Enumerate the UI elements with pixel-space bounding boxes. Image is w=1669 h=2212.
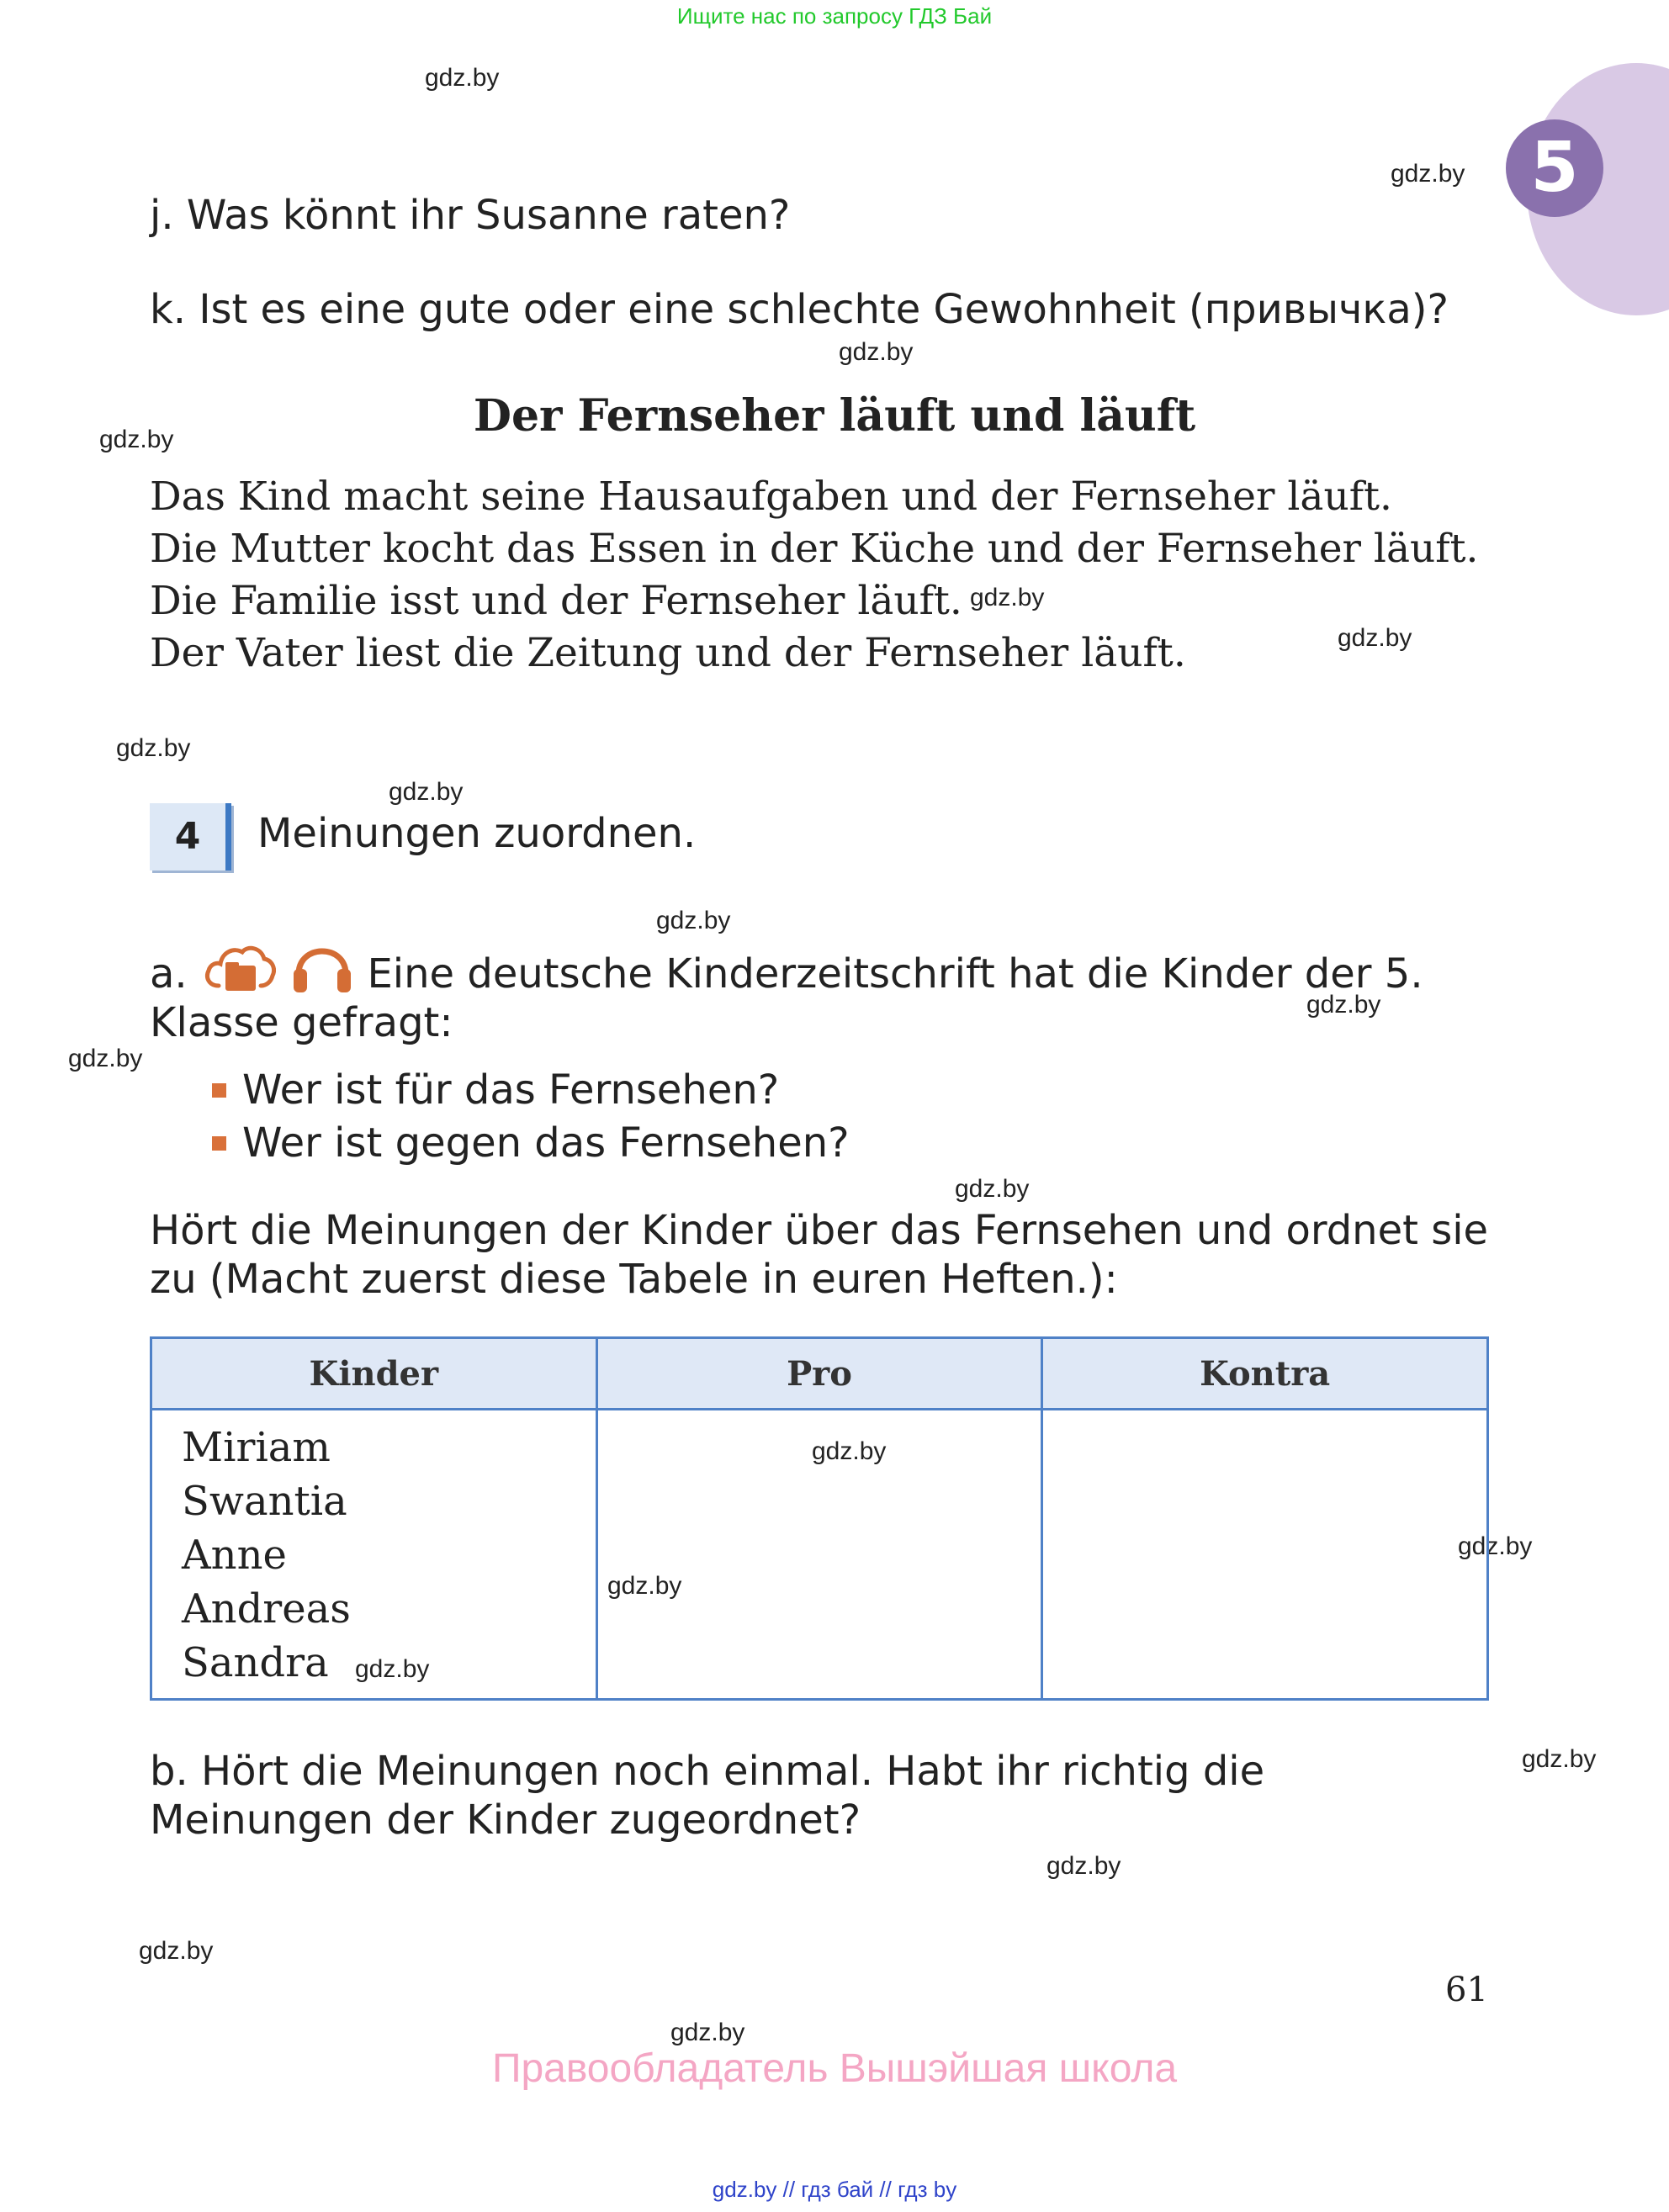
bullet-text: Wer ist für das Fernsehen? [242,1066,780,1114]
headphones-icon [290,935,354,996]
poem-line: Der Vater liest die Zeitung und der Fernseher läuft. [150,630,1186,676]
watermark: gdz.by [116,734,191,762]
exercise-number: 4 [150,803,231,871]
part-a-label: a. [150,950,188,998]
instruction-text: Hört die Meinungen der Kinder über das Fernsehen und ordnet sie zu (Macht zuerst diese Tabele in euren Heften.): [150,1207,1489,1303]
top-search-banner: Ищите нас по запросу ГДЗ Бай [676,3,993,29]
watermark: gdz.by [355,1655,430,1683]
list-item [210,1064,850,1117]
opinion-table [150,1336,1489,1701]
publisher-notice: Правообладатель Вышэйшая школа [491,2046,1178,2091]
watermark: gdz.by [425,64,500,92]
part-a-text: Eine deutsche Kinderzeitschrift hat die Kinder der 5. Klasse gefragt: [150,950,1423,1046]
watermark: gdz.by [839,338,914,366]
bullet-text: Wer ist gegen das Fernsehen? [242,1119,850,1167]
bullet-square-icon [212,1136,226,1151]
poem-body [150,471,1489,680]
watermark: gdz.by [812,1437,887,1465]
column-header: Kinder [151,1338,597,1410]
question-k: k. Ist es eine gute oder eine schlechte Gewohnheit (привычка)? [150,286,1449,333]
watermark: gdz.by [1338,624,1412,652]
child-name: Anne [182,1532,287,1579]
poem-line: Die Familie isst und der Fernseher läuft. [150,578,962,624]
watermark: gdz.by [955,1175,1030,1203]
chapter-number-badge: 5 [1506,119,1603,217]
exercise-title: Meinungen zuordnen. [257,810,697,857]
watermark: gdz.by [607,1572,682,1600]
page-number: 61 [1445,1971,1488,2009]
bullet-square-icon [212,1083,226,1098]
watermark: gdz.by [389,778,464,806]
poem-line: Die Mutter kocht das Essen in der Küche und der Fernseher läuft. [150,526,1479,572]
column-header: Pro [596,1338,1042,1410]
footer-links[interactable]: gdz.by // гдз бай // гдз by [712,2177,957,2202]
watermark: gdz.by [656,907,731,934]
watermark: gdz.by [1522,1745,1597,1773]
cloud-folder-icon [204,939,276,994]
watermark: gdz.by [970,584,1045,611]
watermark: gdz.by [139,1937,214,1965]
watermark: gdz.by [1306,991,1381,1019]
kontra-cell [1042,1410,1488,1700]
watermark: gdz.by [68,1045,143,1072]
column-header: Kontra [1042,1338,1488,1410]
poem-title: Der Fernseher läuft und läuft [473,390,1196,442]
list-item [210,1117,850,1170]
child-name: Swantia [182,1478,347,1525]
watermark: gdz.by [99,426,174,453]
part-a [150,935,1489,1047]
watermark: gdz.by [670,2019,745,2046]
poem-line: Das Kind macht seine Hausaufgaben und der Fernseher läuft. [150,474,1392,520]
child-name: Miriam [182,1424,331,1471]
child-name: Andreas [182,1585,351,1633]
watermark: gdz.by [1391,160,1465,188]
child-name: Sandra [182,1639,329,1686]
part-b: b. Hört die Meinungen noch einmal. Habt ihr richtig die Meinungen der Kinder zugeordnet? [150,1748,1265,1844]
watermark: gdz.by [1046,1852,1121,1880]
question-j: j. Was könnt ihr Susanne raten? [150,192,791,239]
watermark: gdz.by [1458,1532,1533,1560]
bullet-list [210,1064,850,1170]
